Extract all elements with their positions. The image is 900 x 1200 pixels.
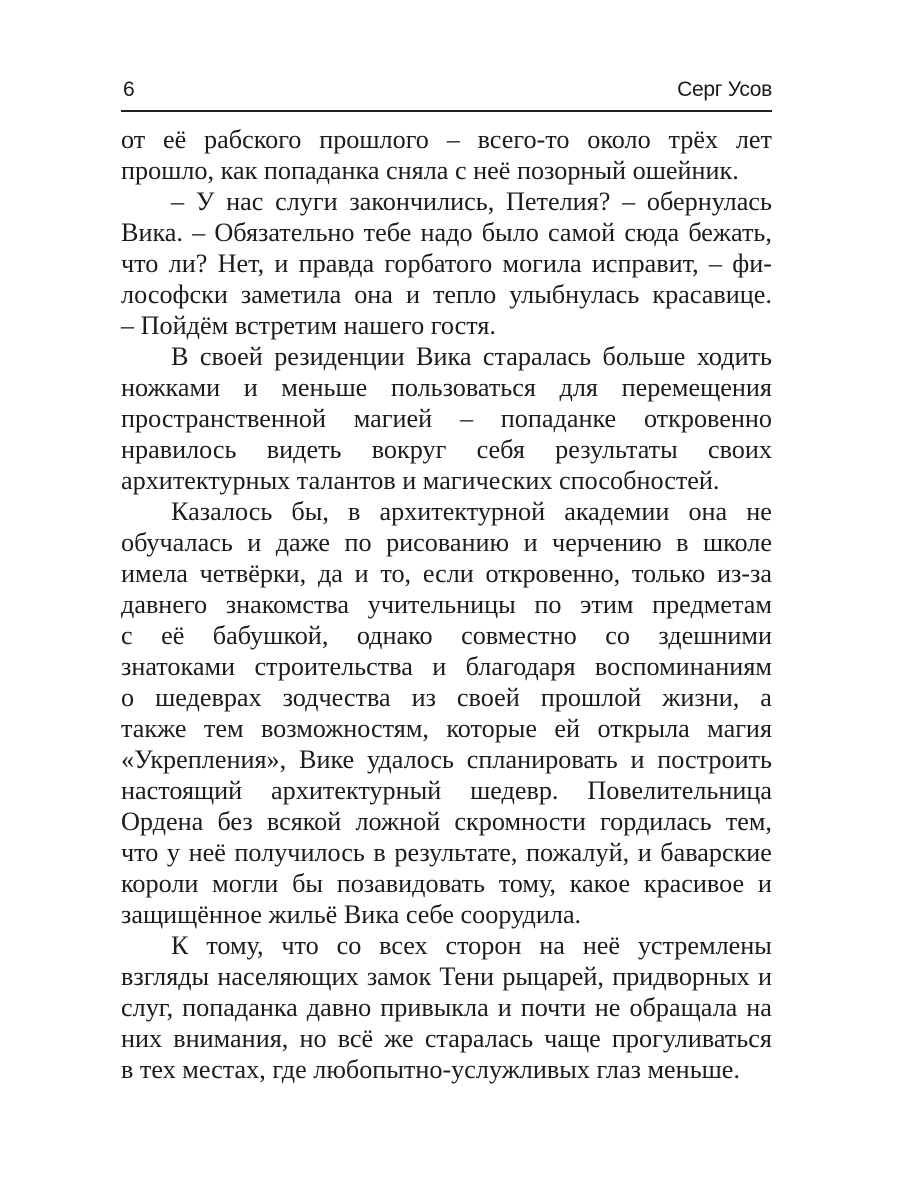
text-line: В своей резиденции Вика старалась больше ходить [171,342,772,371]
text-line: К тому, что со всех сторон на неё устремлены [171,931,772,960]
text-line: прошло, как попаданка сняла с неё позорный ошейник. [121,156,739,185]
text-line: в тех местах, где любопытно-услужливых глаз меньше. [121,1055,740,1084]
paragraph [121,124,772,186]
paragraph [121,186,772,341]
text-line: – Пойдём встретим нашего гостя. [121,311,496,340]
author-name: Серг Усов [677,78,772,101]
text-line: имела четвёрки, да и то, если откровенно, только из-за [121,559,772,588]
text-line: Казалось бы, в архитектурной академии она не [171,497,772,526]
text-line: них внимания, но всё же старалась чаще прогуливаться [121,1024,772,1053]
page-number: 6 [123,78,135,101]
text-line: что у неё получилось в результате, пожалуй, и баварские [121,838,772,867]
text-line: нравилось видеть вокруг себя результаты своих [121,435,772,464]
header-rule [121,110,772,112]
text-line: лософски заметила она и тепло улыбнулась красавице. [121,280,772,309]
text-line: давнего знакомства учительницы по этим предметам [121,590,772,619]
text-line: также тем возможностям, которые ей открыла магия [121,714,772,743]
text-line: слуг, попаданка давно привыкла и почти не обращала на [121,993,772,1022]
text-line: что ли? Нет, и правда горбатого могила исправит, – фи- [121,249,772,278]
text-line: взгляды населяющих замок Тени рыцарей, придворных и [121,962,772,991]
text-line: о шедеврах зодчества из своей прошлой жизни, а [121,683,772,712]
text-line: пространственной магией – попаданке откровенно [121,404,772,433]
text-line: Ордена без всякой ложной скромности гордилась тем, [121,807,772,836]
text-line: обучалась и даже по рисованию и черчению в школе [121,528,772,557]
text-line: защищённое жильё Вика себе соорудила. [121,900,582,929]
text-line: короли могли бы позавидовать тому, какое красивое и [121,869,772,898]
running-head [121,78,772,106]
text-line: – У нас слуги закончились, Петелия? – обернулась [171,187,772,216]
paragraph [121,930,772,1085]
text-line: Вика. – Обязательно тебе надо было самой сюда бежать, [121,218,772,247]
text-line: ножками и меньше пользоваться для перемещения [121,373,772,402]
paragraph [121,496,772,930]
paragraph [121,341,772,496]
text-line: от её рабского прошлого – всего-то около трёх лет [121,125,772,154]
text-line: настоящий архитектурный шедевр. Повелительница [121,776,772,805]
text-line: «Укрепления», Вике удалось спланировать и построить [121,745,772,774]
text-line: с её бабушкой, однако совместно со здешними [121,621,772,650]
body-text [121,124,772,1085]
text-line: знатоками строительства и благодаря воспоминаниям [121,652,772,681]
text-line: архитектурных талантов и магических способностей. [121,466,720,495]
